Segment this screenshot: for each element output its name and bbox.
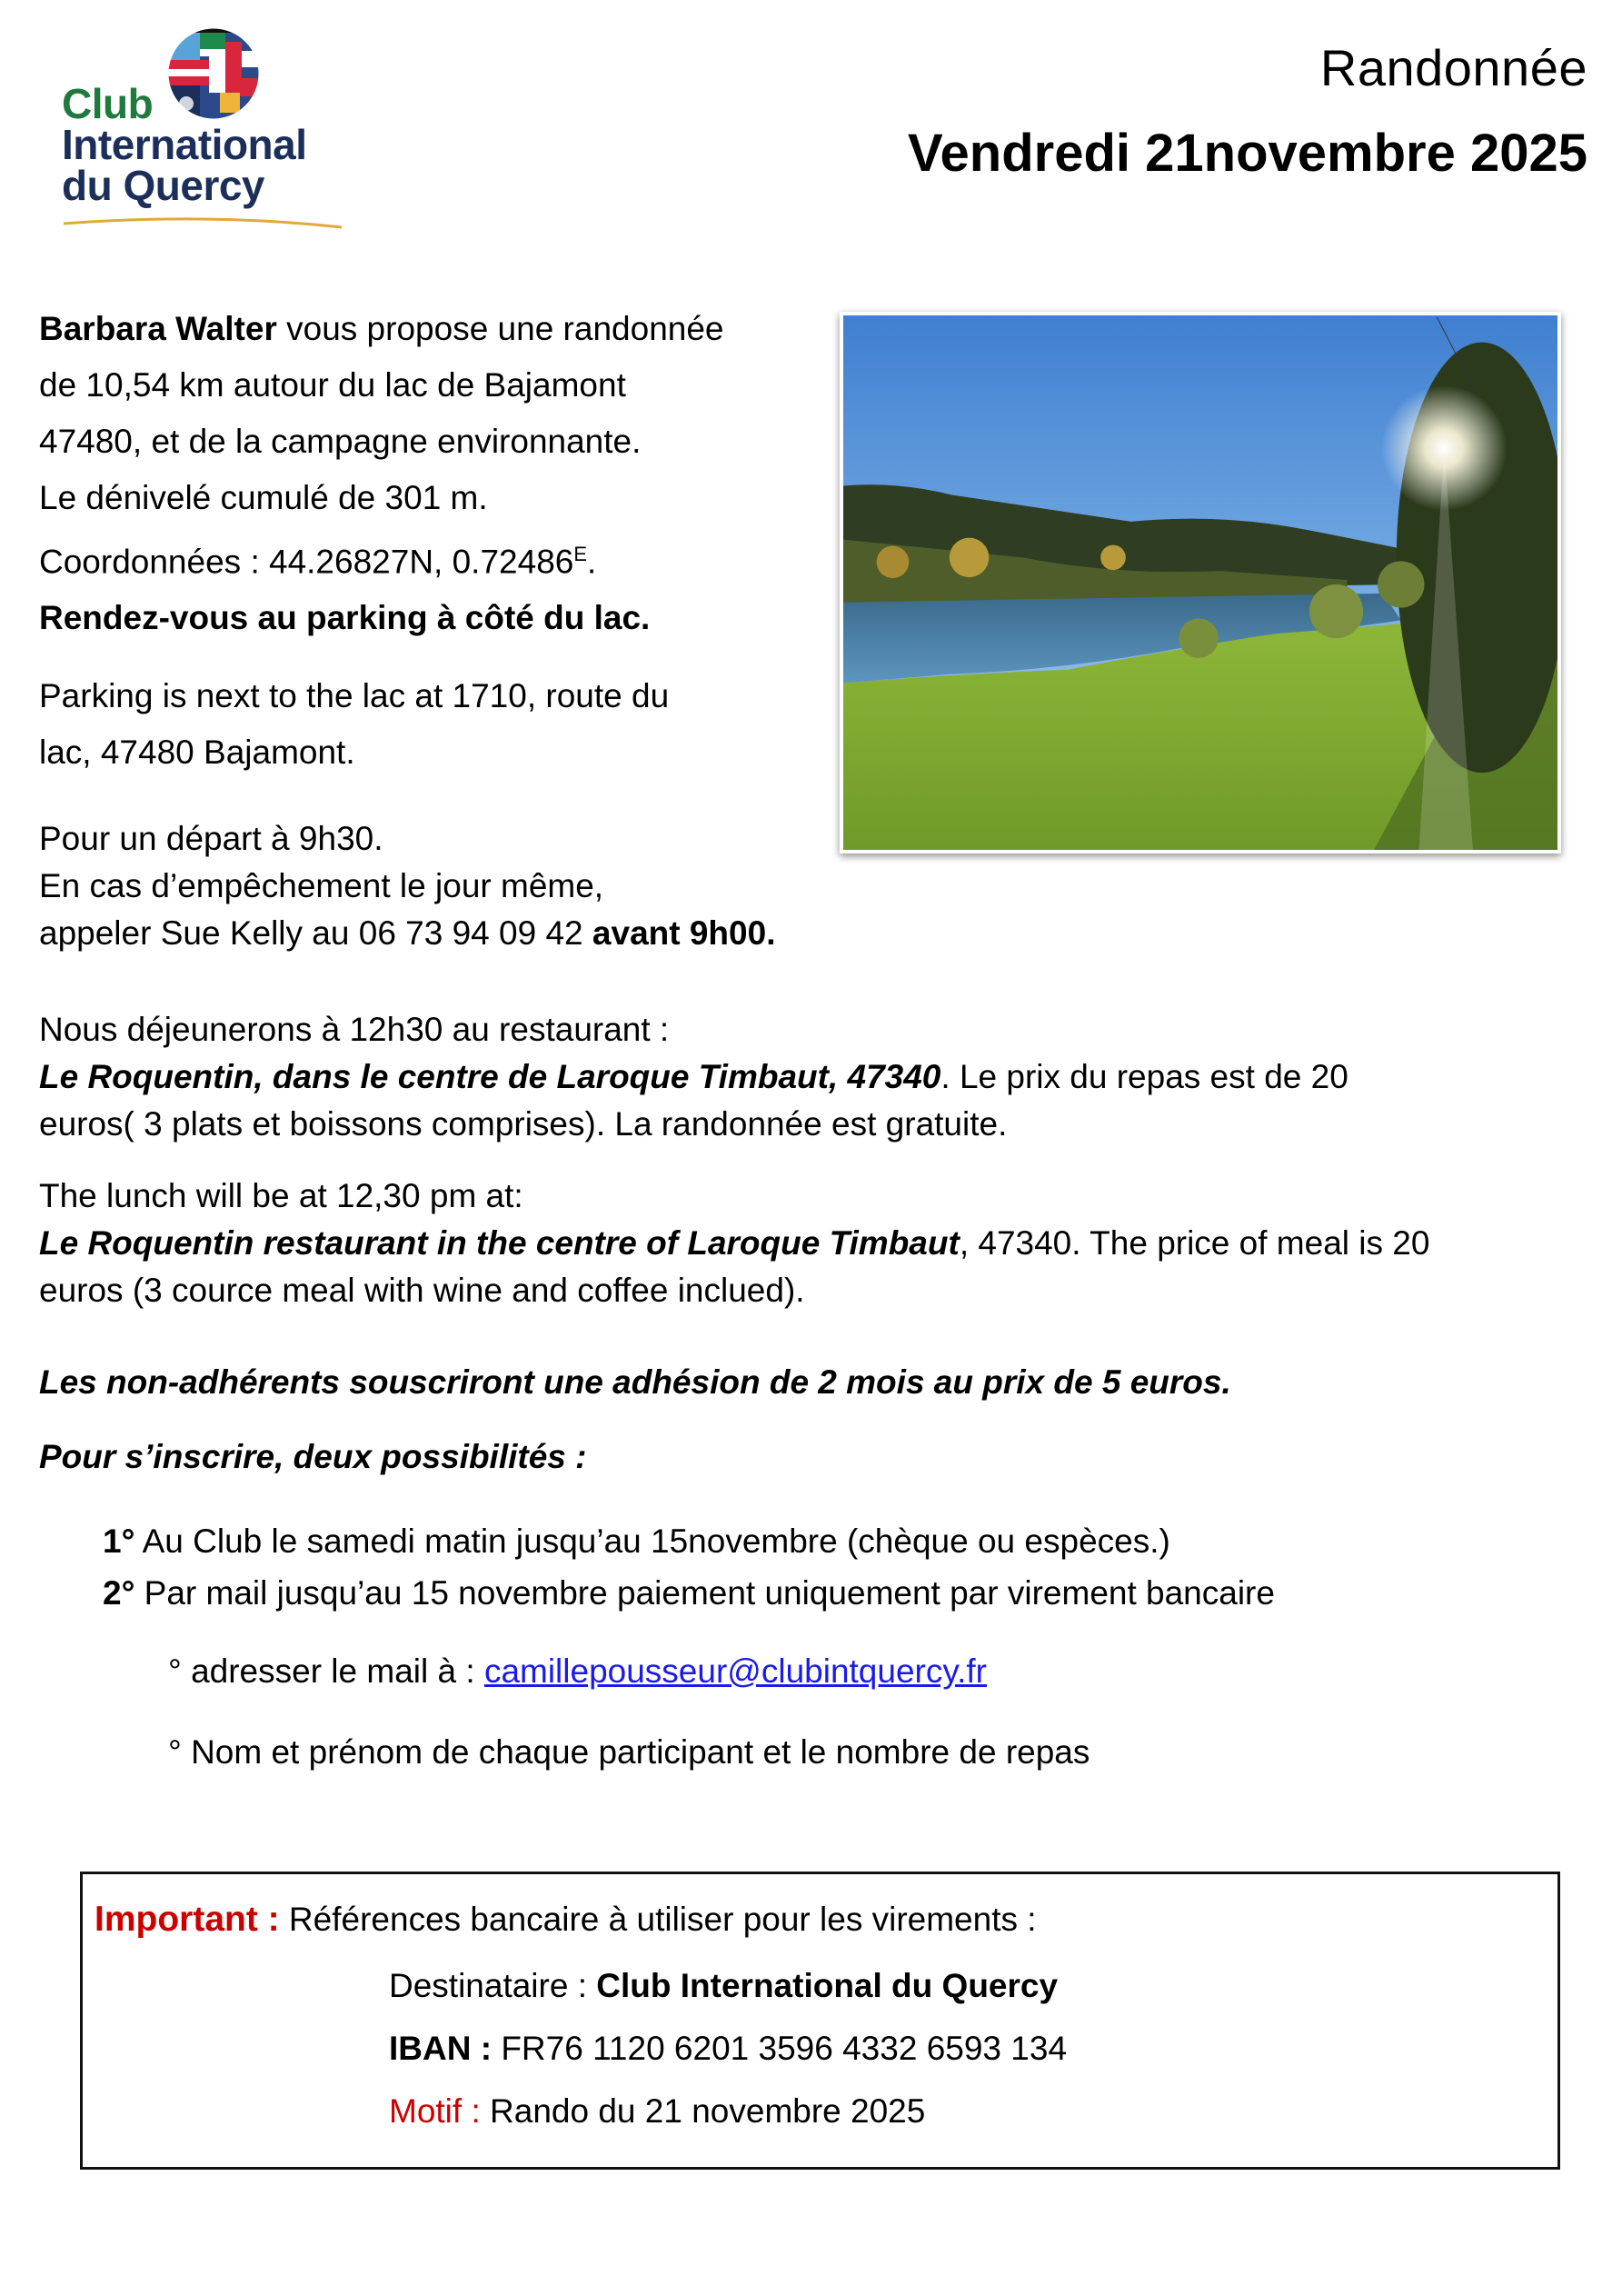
important-line xyxy=(95,1892,1037,1947)
recipient-line xyxy=(389,1954,1067,2017)
registration-options xyxy=(103,1515,1275,1619)
option-text: Par mail jusqu’au 15 novembre paiement uniquement par virement bancaire xyxy=(134,1574,1275,1612)
intro-line-2: de 10,54 km autour du lac de Bajamont xyxy=(39,366,626,404)
restaurant-name-fr: Le Roquentin, dans le centre de Laroque Timbaut, 47340 xyxy=(39,1058,941,1095)
mail-prefix: ° adresser le mail à : xyxy=(168,1652,484,1690)
intro-line-3: 47480, et de la campagne environnante. xyxy=(39,423,642,460)
option-text: Au Club le samedi matin jusqu’au 15novembre (chèque ou espèces.) xyxy=(134,1522,1170,1560)
page-subtitle: Randonnée xyxy=(1319,39,1587,96)
important-label: Important : xyxy=(95,1900,280,1939)
meal-price-en: , 47340. The price of meal is 20 xyxy=(959,1224,1430,1262)
contact-line xyxy=(39,910,775,957)
restaurant-name-en: Le Roquentin restaurant in the centre of Laroque Timbaut xyxy=(39,1224,960,1262)
email-link[interactable]: camillepousseur@clubintquercy.fr xyxy=(483,1652,987,1690)
recipient-label: Destinataire : xyxy=(389,1967,597,2004)
lunch-en-line-1: The lunch will be at 12,30 pm at: xyxy=(39,1177,523,1214)
meeting-point: Rendez-vous au parking à côté du lac. xyxy=(39,599,651,637)
intro-section xyxy=(39,301,724,646)
contact-deadline: avant 9h00. xyxy=(592,914,776,952)
option-number: 1° xyxy=(103,1522,135,1560)
lake-landscape-image xyxy=(843,315,1557,850)
names-note: ° Nom et prénom de chaque participant et le nombre de repas xyxy=(168,1733,1090,1771)
important-intro: Références bancaire à utiliser pour les virements : xyxy=(279,1901,1037,1938)
motif-value: Rando du 21 novembre 2025 xyxy=(480,2092,926,2130)
intro-line-1-rest: vous propose une randonnée xyxy=(276,310,724,347)
registration-heading: Pour s’inscrire, deux possibilités : xyxy=(39,1438,587,1475)
event-date: Vendredi 21novembre 2025 xyxy=(908,124,1587,183)
contact-phone: appeler Sue Kelly au 06 73 94 09 42 xyxy=(39,914,592,952)
organizer-name: Barbara Walter xyxy=(39,310,277,347)
coordinates-sup: E xyxy=(573,543,588,565)
coordinates-line xyxy=(39,526,724,590)
logo-line-quercy: du Quercy xyxy=(62,162,265,209)
bank-details-content xyxy=(95,1892,1037,1947)
lunch-english xyxy=(39,1173,1429,1314)
logo-line-club: Club xyxy=(62,80,154,127)
lunch-fr-line-1: Nous déjeunerons à 12h30 au restaurant : xyxy=(39,1011,670,1048)
logo-wordmark xyxy=(62,80,307,209)
club-logo xyxy=(55,20,363,238)
motif-line xyxy=(389,2080,1067,2142)
logo-line-international: International xyxy=(62,121,307,168)
parking-line-1: Parking is next to the lac at 1710, route du xyxy=(39,677,670,714)
departure-section xyxy=(39,815,775,957)
lake-photo xyxy=(840,312,1561,854)
intro-line-1 xyxy=(39,301,724,357)
parking-english xyxy=(39,668,669,781)
cancellation-note: En cas d’empêchement le jour même, xyxy=(39,867,604,904)
bank-details-list xyxy=(389,1954,1067,2142)
lunch-en-line-3: euros (3 cource meal with wine and coffee inclued). xyxy=(39,1272,805,1309)
iban-line xyxy=(389,2017,1067,2080)
meal-price-fr: . Le prix du repas est de 20 xyxy=(940,1058,1348,1095)
lunch-fr-line-2 xyxy=(39,1053,1348,1101)
motif-label: Motif : xyxy=(389,2092,481,2130)
option-number: 2° xyxy=(103,1574,135,1612)
registration-option-1 xyxy=(103,1515,1275,1567)
iban-value: FR76 1120 6201 3596 4332 6593 134 xyxy=(492,2030,1068,2067)
recipient-value: Club International du Quercy xyxy=(596,1967,1059,2004)
lunch-french xyxy=(39,1006,1348,1148)
logo-swoosh xyxy=(62,213,343,231)
coordinates-value: Coordonnées : 44.26827N, 0.72486 xyxy=(39,543,574,581)
departure-time: Pour un départ à 9h30. xyxy=(39,820,383,857)
mail-instruction xyxy=(168,1648,987,1695)
iban-label: IBAN : xyxy=(389,2030,493,2067)
membership-note: Les non-adhérents souscriront une adhésion de 2 mois au prix de 5 euros. xyxy=(39,1363,1231,1401)
coordinates-suffix: . xyxy=(587,543,597,581)
lunch-fr-line-3: euros( 3 plats et boissons comprises). La randonnée est gratuite. xyxy=(39,1105,1008,1143)
parking-line-2: lac, 47480 Bajamont. xyxy=(39,734,355,771)
lunch-en-line-2 xyxy=(39,1220,1429,1267)
elevation-line: Le dénivelé cumulé de 301 m. xyxy=(39,479,488,516)
registration-option-2 xyxy=(103,1567,1275,1619)
